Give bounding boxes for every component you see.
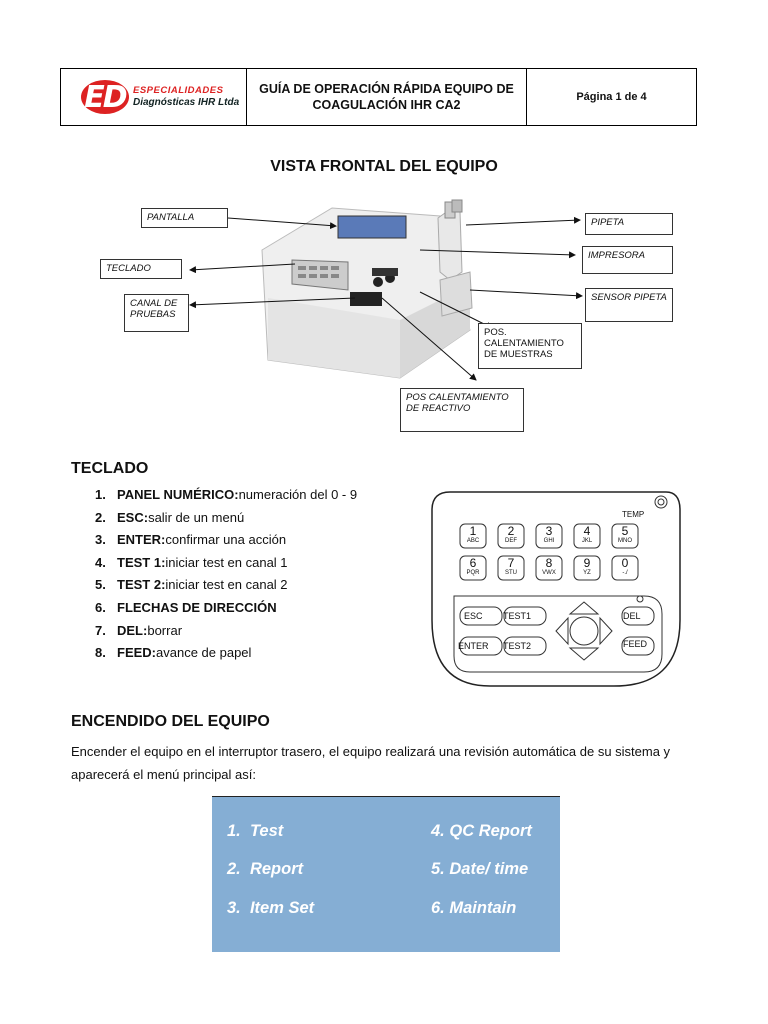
- numeric-key-digit: 8: [545, 556, 553, 570]
- keypad-outline: [432, 492, 680, 686]
- main-menu-screen: [212, 796, 560, 952]
- numeric-key-digit: 5: [621, 524, 629, 538]
- document-header: [60, 68, 697, 126]
- page-number: Página 1 de 4: [576, 91, 647, 103]
- list-item: 5. TEST 2: iniciar test en canal 2: [95, 577, 288, 593]
- label-impresora: IMPRESORA: [582, 246, 673, 274]
- test1-label: TEST1: [503, 611, 532, 621]
- numeric-key-letters: JKL: [581, 538, 593, 544]
- company-logo: [61, 69, 247, 125]
- enter-label: ENTER: [458, 641, 489, 651]
- numeric-key-letters: DEF: [505, 538, 517, 544]
- temp-label: TEMP: [622, 510, 645, 519]
- label-pos-calentamiento-reactivo: POS CALENTAMIENTO DE REACTIVO: [400, 388, 524, 432]
- list-item: 4. TEST 1: iniciar test en canal 1: [95, 554, 288, 570]
- menu-item: 2. Report: [227, 860, 304, 878]
- numeric-key-digit: 2: [507, 524, 515, 538]
- label-sensor-pipeta: SENSOR PIPETA: [585, 288, 673, 322]
- analyzer-device: [262, 200, 472, 378]
- numeric-key-letters: GHI: [543, 538, 555, 544]
- list-item: 3. ENTER: confirmar una acción: [95, 532, 287, 548]
- encendido-heading: ENCENDIDO DEL EQUIPO: [71, 713, 270, 730]
- label-pos-calentamiento-muestras: POS. CALENTAMIENTO DE MUESTRAS: [478, 323, 582, 369]
- label-canal-pruebas: CANAL DE PRUEBAS: [124, 294, 189, 332]
- feed-label: FEED: [623, 639, 648, 649]
- keypad-svg: [430, 490, 682, 688]
- keypad-diagram: [430, 490, 682, 688]
- numeric-key-letters: ABC: [466, 538, 480, 544]
- menu-item: 3. Item Set: [227, 899, 315, 917]
- esc-label: ESC: [464, 611, 483, 621]
- list-item: 2. ESC: salir de un menú: [95, 509, 245, 525]
- list-item: 7. DEL: borrar: [95, 622, 183, 638]
- del-label: DEL: [623, 611, 641, 621]
- menu-item: 4. QC Report: [431, 822, 532, 840]
- document-title: GUÍA DE OPERACIÓN RÁPIDA EQUIPO DE COAGULACIÓN IHR CA2: [247, 69, 527, 125]
- numeric-key-digit: 3: [545, 524, 553, 538]
- numeric-key-letters: PQR: [466, 570, 480, 576]
- front-view-heading: VISTA FRONTAL DEL EQUIPO: [270, 158, 498, 175]
- label-teclado: TECLADO: [100, 259, 182, 279]
- list-item: 1. PANEL NUMÉRICO: numeración del 0 - 9: [95, 487, 358, 502]
- menu-item: 5. Date/ time: [431, 860, 529, 878]
- list-item: 6. FLECHAS DE DIRECCIÓN: [95, 599, 277, 615]
- menu-item: 1. Test: [227, 822, 284, 840]
- numeric-key-letters: -./: [622, 570, 628, 576]
- numeric-key-digit: 1: [469, 524, 477, 538]
- numeric-key-digit: 9: [583, 556, 591, 570]
- numeric-key-letters: YZ: [583, 570, 591, 576]
- list-item: 8. FEED: avance de papel: [95, 645, 252, 661]
- logo-line1: ESPECIALIDADES: [133, 85, 224, 96]
- teclado-heading: TECLADO: [71, 460, 149, 477]
- encendido-text: Encender el equipo en el interruptor trasero, el equipo realizará una revisión automática de su sistema y aparecerá el menú principal así:: [71, 744, 671, 782]
- menu-item: 6. Maintain: [431, 899, 517, 917]
- teclado-list: [95, 487, 357, 668]
- logo-line2: Diagnósticas IHR Ltda: [133, 97, 240, 108]
- numeric-key-digit: 6: [469, 556, 477, 570]
- numeric-key-letters: VWX: [542, 570, 556, 576]
- test2-label: TEST2: [503, 641, 532, 651]
- logo-mark: ED: [81, 80, 129, 114]
- numeric-key-digit: 0: [621, 556, 629, 570]
- numeric-key-digit: 4: [583, 524, 591, 538]
- label-pipeta: PIPETA: [585, 213, 673, 235]
- numeric-key-letters: STU: [505, 570, 517, 576]
- numeric-key-digit: 7: [507, 556, 515, 570]
- device-front-view: [0, 180, 768, 440]
- label-pantalla: PANTALLA: [141, 208, 228, 228]
- numeric-key-letters: MNO: [618, 538, 632, 544]
